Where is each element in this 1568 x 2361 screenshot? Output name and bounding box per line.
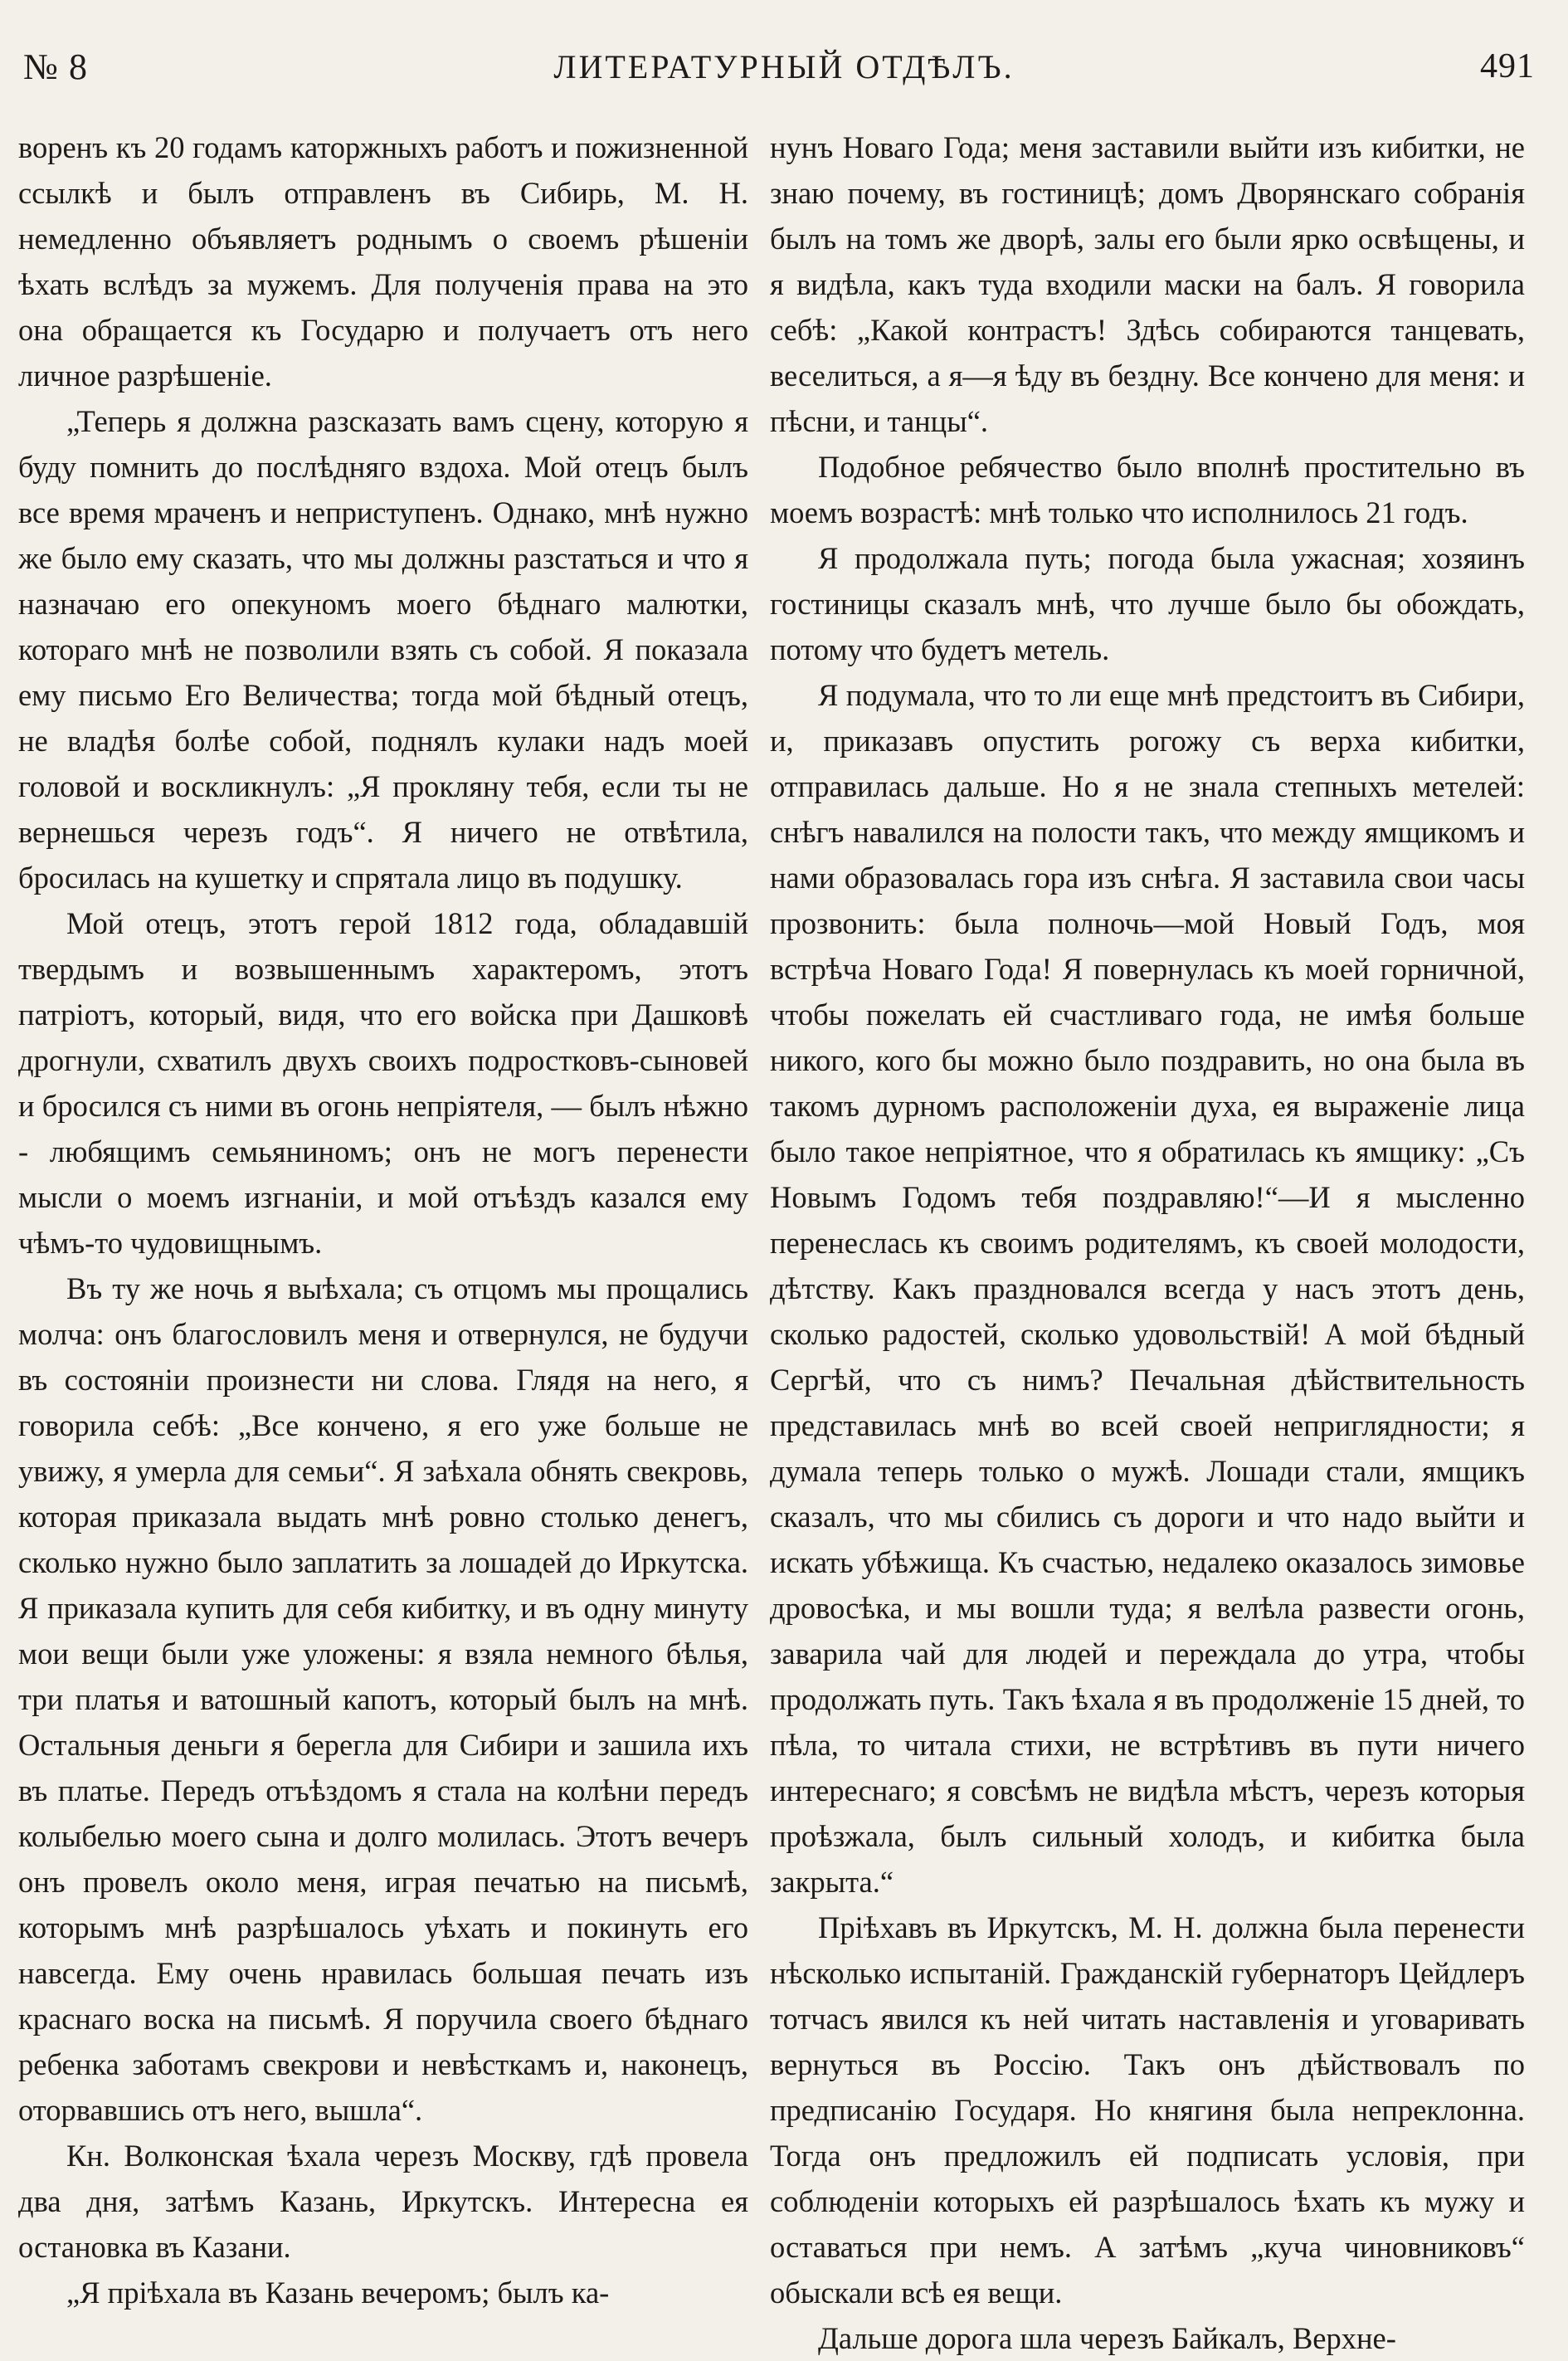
paragraph: Я продолжала путь; погода была ужасная; хозяинъ гостиницы сказалъ мнѣ, что лучше было бы обождать, потому что будетъ метель. <box>770 541 1525 666</box>
paragraph: „Теперь я должна разсказать вамъ сцену, которую я буду помнить до послѣдняго вздоха. Мой отецъ былъ все время мраченъ и неприступенъ. Однако, мнѣ нужно же было ему сказать, что мы должны разстаться и что я назначаю его опекуномъ моего бѣднаго малютки, котораго мнѣ не позволили взять съ собой. Я показала ему письмо Его Величества; тогда мой бѣдный отецъ, не владѣя болѣе собой, поднялъ кулаки надъ моей головой и воскликнулъ: „Я прокляну тебя, если ты не вернешься черезъ годъ“. Я ничего не отвѣтила, бросилась на кушетку и спрятала лицо въ подушку. <box>18 404 748 895</box>
page-header <box>23 33 1535 100</box>
issue-number: № 8 <box>23 46 88 87</box>
paragraph: Мой отецъ, этотъ герой 1812 года, обладавшій твердымъ и возвышеннымъ характеромъ, этотъ патріотъ, который, видя, что его войска при Дашковѣ дрогнули, схватилъ двухъ своихъ подростковъ-сыновей и бросился съ ними въ огонь непріятеля, — былъ нѣжно - любящимъ семьяниномъ; онъ не могъ перенести мысли о моемъ изгнаніи, и мой отъѣздъ казался ему чѣмъ-то чудовищнымъ. <box>18 906 748 1260</box>
paragraph: воренъ къ 20 годамъ каторжныхъ работъ и пожизненной ссылкѣ и былъ отправленъ въ Сибирь, М. Н. немедленно объявляетъ роднымъ о своемъ рѣшеніи ѣхать вслѣдъ за мужемъ. Для полученія права на это она обращается къ Государю и получаетъ отъ него личное разрѣшеніе. <box>18 130 748 393</box>
section-title: ЛИТЕРАТУРНЫЙ ОТДѢЛЪ. <box>553 47 1015 85</box>
paragraph: Кн. Волконская ѣхала черезъ Москву, гдѣ провела два дня, затѣмъ Казань, Иркутскъ. Интересна ея остановка въ Казани. <box>18 2139 748 2264</box>
paragraph: Въ ту же ночь я выѣхала; съ отцомъ мы прощались молча: онъ благословилъ меня и отвернулся, не будучи въ состояніи произнести ни слова. Глядя на него, я говорила себѣ: „Все кончено, я его уже больше не увижу, я умерла для семьи“. Я заѣхала обнять свекровь, которая приказала выдать мнѣ ровно столько денегъ, сколько нужно было заплатить за лошадей до Иркутска. Я приказала купить для себя кибитку, и въ одну минуту мои вещи были уже уложены: я взяла немного бѣлья, три платья и ватошный капотъ, который былъ на мнѣ. Остальныя деньги я берегла для Сибири и зашила ихъ въ платье. Передъ отъѣздомъ я стала на колѣни передъ колыбелью моего сына и долго молилась. Этотъ вечеръ онъ провелъ около меня, играя печатью на письмѣ, которымъ мнѣ разрѣшалось уѣхать и покинуть его навсегда. Ему очень нравилась большая печать изъ краснаго воска на письмѣ. Я поручила своего бѣднаго ребенка заботамъ свекрови и невѣсткамъ и, наконецъ, оторвавшись отъ него, вышла“. <box>18 1271 748 2127</box>
paragraph: Я подумала, что то ли еще мнѣ предстоитъ въ Сибири, и, приказавъ опустить рогожу съ верха кибитки, отправилась дальше. Но я не знала степныхъ метелей: снѣгъ навалился на полости такъ, что между ямщикомъ и нами образовалась гора изъ снѣга. Я заставила свои часы прозвонить: была полночь—мой Новый Годъ, моя встрѣча Новаго Года! Я повернулась къ моей горничной, чтобы пожелать ей счастливаго года, не имѣя больше никого, кого бы можно было поздравить, но она была въ такомъ дурномъ расположеніи духа, ея выраженіе лица было такое непріятное, что я обратилась къ ямщику: „Съ Новымъ Годомъ тебя поздравляю!“—И я мысленно перенеслась къ своимъ родителямъ, къ своей молодости, дѣтству. Какъ праздновался всегда у насъ этотъ день, сколько радостей, сколько удовольствій! А мой бѣдный Сергѣй, что съ нимъ? Печальная дѣйствительность представилась мнѣ во всей своей неприглядности; я думала теперь только о мужѣ. Лошади стали, ямщикъ сказалъ, что мы сбились съ дороги и что надо выйти и искать убѣжища. Къ счастью, недалеко оказалось зимовье дровосѣка, и мы вошли туда; я велѣла развести огонь, заварила чай для людей и переждала до утра, чтобы продолжать путь. Такъ ѣхала я въ продолженіе 15 дней, то пѣла, то читала стихи, не встрѣтивъ въ пути ничего интереснаго; я совсѣмъ не видѣла мѣстъ, черезъ которыя проѣзжала, былъ сильный холодъ, и кибитка была закрыта.“ <box>770 678 1525 1899</box>
left-column <box>18 124 748 2328</box>
page-number: 491 <box>1479 47 1535 85</box>
paragraph: Дальше дорога шла черезъ Байкалъ, Верхне- <box>818 2321 1396 2355</box>
paragraph: нунъ Новаго Года; меня заставили выйти изъ кибитки, не знаю почему, въ гостиницѣ; домъ Дворянскаго собранія былъ на томъ же дворѣ, залы его были ярко освѣщены, и я видѣла, какъ туда входили маски на балъ. Я говорила себѣ: „Какой контрастъ! Здѣсь собираются танцевать, веселиться, а я—я ѣду въ бездну. Все кончено для меня: и пѣсни, и танцы“. <box>770 130 1525 438</box>
paragraph: Подобное ребячество было вполнѣ простительно въ моемъ возрастѣ: мнѣ только что исполнилось 21 годъ. <box>770 450 1525 529</box>
paragraph: „Я пріѣхала въ Казань вечеромъ; былъ ка- <box>66 2276 610 2310</box>
right-column <box>770 124 1525 2355</box>
paragraph: Пріѣхавъ въ Иркутскъ, М. Н. должна была перенести нѣсколько испытаній. Гражданскій губернаторъ Цейдлеръ тотчасъ явился къ ней читать наставленія и уговаривать вернуться въ Россію. Такъ онъ дѣйствовалъ по предписанію Государя. Но княгиня была непреклонна. Тогда онъ предложилъ ей подписать условія, при соблюденіи которыхъ ей разрѣшалось ѣхать къ мужу и оставаться при немъ. А затѣмъ „куча чиновниковъ“ обыскали всѣ ея вещи. <box>770 1910 1525 2310</box>
